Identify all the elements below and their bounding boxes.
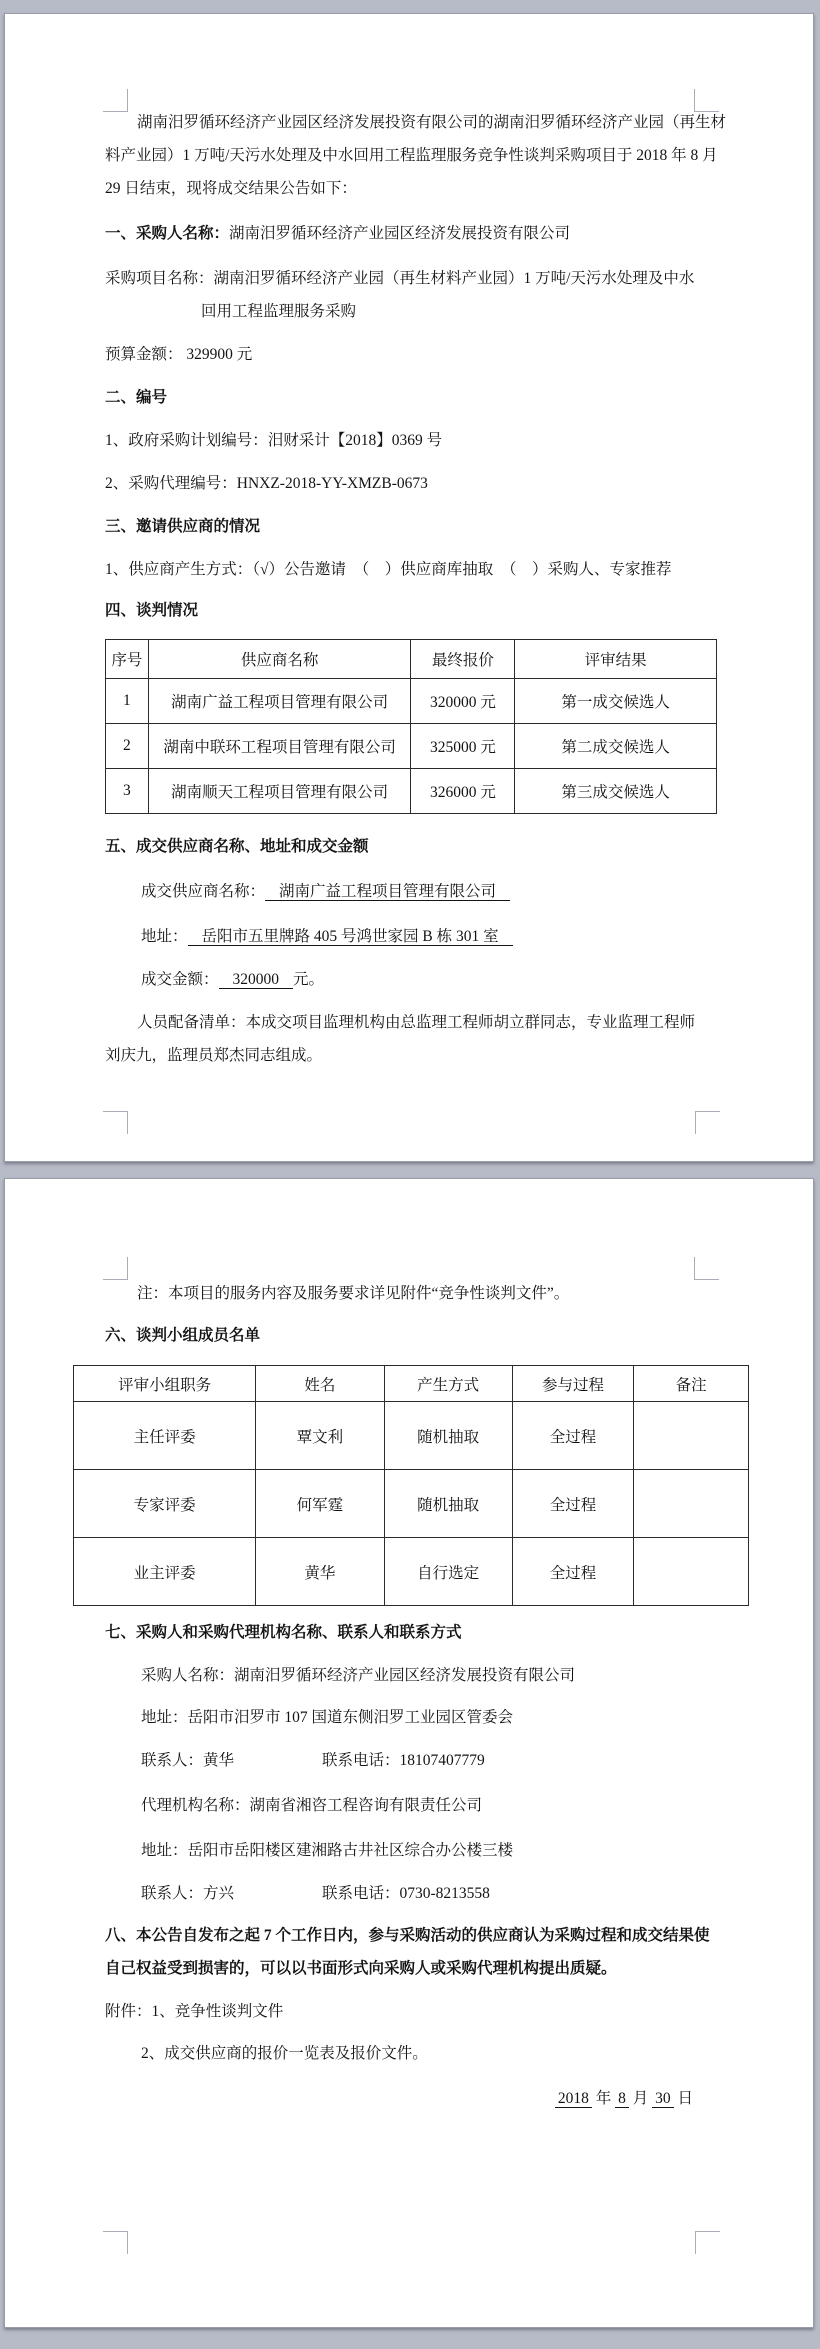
date-day-label: 日 — [677, 2090, 693, 2107]
table-row — [74, 1538, 749, 1606]
margin-crop-mark — [695, 2231, 720, 2254]
table-cell: 全过程 — [512, 1538, 634, 1606]
table-cell: 主任评委 — [74, 1402, 256, 1470]
table-row — [106, 724, 717, 769]
staff-line: 人员配备清单：本成交项目监理机构由总监理工程师胡立群同志，专业监理工程师 — [137, 1014, 696, 1031]
agent-address-line: 地址：岳阳市岳阳楼区建湘路古井社区综合办公楼三楼 — [141, 1842, 514, 1859]
table-cell: 专家评委 — [74, 1470, 256, 1538]
contact-phone: 联系电话：0730-8213558 — [322, 1885, 490, 1902]
document-page-1 — [4, 13, 814, 1162]
page1-content — [105, 14, 727, 1072]
winner-label: 成交供应商名称： — [141, 883, 266, 900]
table-cell: 第一成交候选人 — [515, 679, 717, 724]
staff-line: 刘庆九，监理员郑杰同志组成。 — [105, 1047, 323, 1064]
budget-line: 预算金额： 329900 元 — [105, 346, 253, 363]
amount-label: 成交金额： — [141, 971, 219, 988]
section1-value: 湖南汨罗循环经济产业园区经济发展投资有限公司 — [229, 225, 571, 242]
table-cell: 随机抽取 — [384, 1470, 512, 1538]
supplier-source-line: 1、供应商产生方式：（√）公告邀请 （ ）供应商库抽取 （ ）采购人、专家推荐 — [105, 561, 672, 578]
table-header-cell: 参与过程 — [512, 1366, 634, 1402]
negotiation-result-table — [105, 639, 717, 814]
table-row — [106, 769, 717, 814]
section4-title: 四、谈判情况 — [105, 602, 199, 619]
address-label: 地址： — [141, 928, 188, 945]
table-cell: 全过程 — [512, 1402, 634, 1470]
winner-address-line — [105, 920, 721, 953]
table-cell — [634, 1470, 749, 1538]
amount-value: 320000 — [219, 971, 294, 989]
buyer-address-line: 地址：岳阳市汨罗市 107 国道东侧汨罗工业园区管委会 — [141, 1709, 514, 1726]
agency-number-line: 2、采购代理编号：HNXZ-2018-YY-XMZB-0673 — [105, 475, 428, 492]
table-cell: 325000 元 — [411, 724, 515, 769]
date-day: 30 — [652, 2090, 674, 2108]
date-month-label: 月 — [632, 2090, 649, 2107]
table-header-row — [106, 640, 717, 679]
section1-buyer-name — [105, 217, 721, 250]
winner-value: 湖南广益工程项目管理有限公司 — [265, 883, 510, 901]
margin-crop-mark — [103, 2231, 128, 2254]
margin-crop-mark — [695, 1111, 720, 1134]
table-cell: 1 — [106, 679, 149, 724]
winner-name-line — [105, 875, 721, 908]
note-line: 注：本项目的服务内容及服务要求详见附件“竞争性谈判文件”。 — [137, 1285, 570, 1302]
section8-line: 八、本公告自发布之起 7 个工作日内，参与采购活动的供应商认为采购过程和成交结果使 — [105, 1927, 710, 1944]
project-name-line1: 采购项目名称：湖南汨罗循环经济产业园（再生材料产业园）1 万吨/天污水处理及中水 — [105, 270, 695, 287]
page2-content — [105, 1179, 721, 2115]
contact-person: 联系人：方兴 — [141, 1885, 235, 1902]
table-row — [74, 1470, 749, 1538]
negotiation-panel-table — [73, 1365, 749, 1606]
table-header-cell: 备注 — [634, 1366, 749, 1402]
agent-contact-line — [105, 1877, 721, 1910]
table-header-cell: 序号 — [106, 640, 149, 679]
section2-title: 二、编号 — [105, 389, 168, 406]
table-header-cell: 产生方式 — [384, 1366, 512, 1402]
intro-line: 湖南汨罗循环经济产业园区经济发展投资有限公司的湖南汨罗循环经济产业园（再生材 — [137, 114, 727, 131]
table-cell: 湖南广益工程项目管理有限公司 — [148, 679, 411, 724]
table-cell: 何军霆 — [256, 1470, 384, 1538]
section1-label: 一、采购人名称： — [105, 225, 230, 242]
intro-line: 29 日结束，现将成交结果公告如下： — [105, 180, 357, 197]
announcement-date — [105, 2082, 721, 2115]
table-cell: 3 — [106, 769, 149, 814]
table-cell — [634, 1402, 749, 1470]
table-cell — [634, 1538, 749, 1606]
address-value: 岳阳市五里牌路 405 号鸿世家园 B 栋 301 室 — [188, 928, 513, 946]
buyer-contact-line — [105, 1744, 721, 1777]
contact-phone: 联系电话：18107407779 — [322, 1752, 485, 1769]
agent-name-line: 代理机构名称：湖南省湘咨工程咨询有限责任公司 — [141, 1797, 483, 1814]
project-name-line2: 回用工程监理服务采购 — [201, 303, 357, 320]
table-header-row — [74, 1366, 749, 1402]
table-cell: 326000 元 — [411, 769, 515, 814]
table-row — [106, 679, 717, 724]
section8-line: 自己权益受到损害的，可以以书面形式向采购人或采购代理机构提出质疑。 — [105, 1960, 617, 1977]
table-header-cell: 最终报价 — [411, 640, 515, 679]
plan-number-line: 1、政府采购计划编号：汨财采计【2018】0369 号 — [105, 432, 443, 449]
date-month: 8 — [615, 2090, 629, 2108]
table-cell: 黄华 — [256, 1538, 384, 1606]
date-year-label: 年 — [595, 2090, 612, 2107]
table-cell: 第三成交候选人 — [515, 769, 717, 814]
intro-line: 料产业园）1 万吨/天污水处理及中水回用工程监理服务竞争性谈判采购项目于 2018 年 8 月 — [105, 147, 718, 164]
date-year: 2018 — [555, 2090, 592, 2108]
margin-crop-mark — [103, 1111, 128, 1134]
table-cell: 业主评委 — [74, 1538, 256, 1606]
attachment-line: 2、成交供应商的报价一览表及报价文件。 — [141, 2045, 428, 2062]
buyer-name-line: 采购人名称：湖南汨罗循环经济产业园区经济发展投资有限公司 — [141, 1667, 576, 1684]
deal-amount-line — [105, 963, 721, 996]
table-header-cell: 姓名 — [256, 1366, 384, 1402]
section6-title: 六、谈判小组成员名单 — [105, 1327, 261, 1344]
table-cell: 320000 元 — [411, 679, 515, 724]
table-cell: 随机抽取 — [384, 1402, 512, 1470]
section5-title: 五、成交供应商名称、地址和成交金额 — [105, 838, 369, 855]
table-cell: 湖南中联环工程项目管理有限公司 — [148, 724, 411, 769]
table-cell: 自行选定 — [384, 1538, 512, 1606]
table-cell: 第二成交候选人 — [515, 724, 717, 769]
document-page-2 — [4, 1178, 814, 2328]
table-header-cell: 评审小组职务 — [74, 1366, 256, 1402]
contact-person: 联系人：黄华 — [141, 1752, 235, 1769]
amount-suffix: 元。 — [293, 971, 325, 988]
section7-title: 七、采购人和采购代理机构名称、联系人和联系方式 — [105, 1624, 462, 1641]
table-header-cell: 供应商名称 — [148, 640, 411, 679]
table-cell: 湖南顺天工程项目管理有限公司 — [148, 769, 411, 814]
attachment-line: 附件：1、竞争性谈判文件 — [105, 2003, 284, 2020]
section3-title: 三、邀请供应商的情况 — [105, 518, 261, 535]
table-cell: 2 — [106, 724, 149, 769]
table-header-cell: 评审结果 — [515, 640, 717, 679]
table-cell: 全过程 — [512, 1470, 634, 1538]
table-row — [74, 1402, 749, 1470]
table-cell: 覃文利 — [256, 1402, 384, 1470]
